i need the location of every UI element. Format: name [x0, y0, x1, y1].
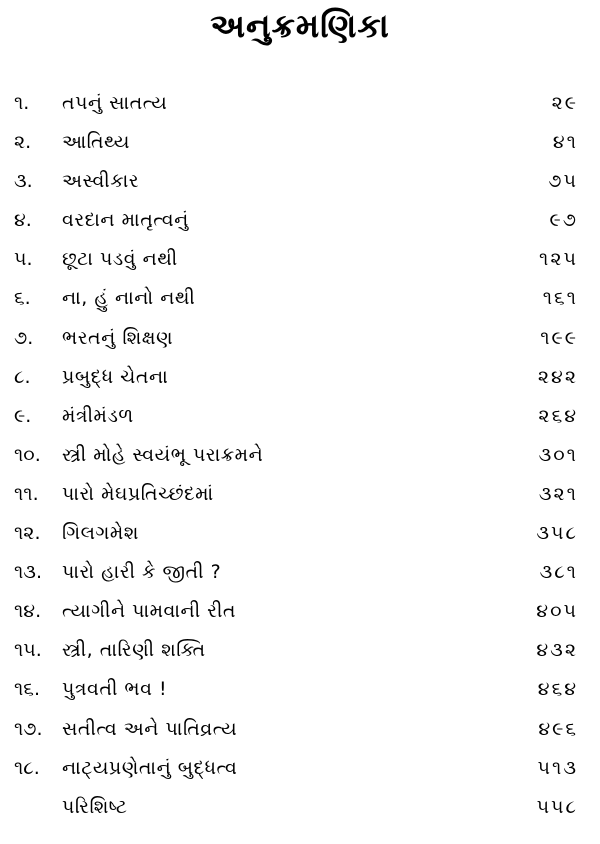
toc-entry [0, 749, 600, 788]
toc-entry-title: વરદાન માતૃત્વનું [62, 209, 189, 232]
toc-entry-number: ૧૩. [14, 561, 43, 584]
toc-entry-title: મંત્રીમંડળ [62, 404, 134, 427]
toc-entry-page: ૪૩૨ [536, 639, 578, 662]
toc-entry-page: ૭૫ [548, 170, 578, 193]
toc-entry [0, 514, 600, 553]
toc-entry [0, 553, 600, 592]
toc-entry-page: ૧૨૫ [539, 248, 578, 271]
toc-entry [0, 436, 600, 475]
toc-entry-title: સતીત્વ અને પાતિવ્રત્ય [62, 717, 238, 740]
toc-entry-title: પારો મેઘપ્રતિચ્છંદમાં [62, 482, 214, 505]
toc-entry [0, 201, 600, 240]
toc-entry [0, 710, 600, 749]
toc-entry [0, 788, 600, 827]
toc-entry-number: ૧. [14, 92, 30, 114]
toc-entry [0, 162, 600, 201]
toc-entry-number: ૧૫. [14, 639, 42, 662]
toc-entry-number: ૨. [14, 131, 32, 154]
toc-entry [0, 592, 600, 631]
toc-entry-number: ૧૮. [14, 756, 40, 779]
toc-entry-number: ૧૧. [14, 482, 39, 505]
toc-entry-page: ૩૫૮ [536, 522, 578, 545]
toc-entry-page: ૩૦૧ [538, 443, 578, 466]
toc-entry [0, 279, 600, 318]
toc-entry-title: સ્ત્રી મોહે સ્વયંભૂ પરાક્રમને [62, 443, 264, 466]
toc-entry-number: ૧૬. [14, 678, 40, 701]
toc-entry [0, 358, 600, 397]
toc-entry-page: ૨૬૪ [538, 404, 578, 427]
toc-entry-number: ૪. [14, 209, 32, 232]
toc-entry-title: આતિથ્ય [62, 131, 130, 154]
toc-entry-number: ૯. [14, 404, 32, 427]
toc-entry [0, 397, 600, 436]
toc-entry-title: છૂટા પડવું નથી [62, 248, 178, 271]
toc-entry-number: ૧૦. [14, 443, 41, 466]
toc-entry [0, 84, 600, 123]
toc-entry-title: ગિલગમેશ [62, 522, 139, 545]
toc-entry-page: ૩૮૧ [539, 561, 578, 584]
toc-entry-number: ૭. [14, 326, 34, 349]
toc-entry [0, 631, 600, 670]
toc-entry-page: ૫૧૩ [537, 756, 578, 779]
toc-entry-title: પુત્રવતી ભવ ! [62, 678, 168, 701]
toc-entry [0, 670, 600, 709]
toc-entry [0, 475, 600, 514]
toc-entry [0, 319, 600, 358]
toc-entry-page: ૨૪૨ [537, 365, 578, 388]
toc-entry-title: તપનું સાતત્ય [62, 92, 168, 114]
toc-entry [0, 123, 600, 162]
toc-entry-title: ત્યાગીને પામવાની રીત [62, 600, 237, 623]
toc-entry-number: ૧૨. [14, 522, 41, 545]
toc-entry-title: ભરતનું શિક્ષણ [62, 326, 174, 349]
toc-entry-page: ૨૯ [551, 92, 578, 114]
toc-entry-title: પારો હારી કે જીતી ? [62, 561, 222, 584]
page-title: અનુક્રમણિકા [210, 6, 390, 45]
toc-entry-title: પ્રબુદ્ધ ચેતના [62, 365, 169, 388]
toc-entry-title: નાટ્યપ્રણેતાનું બુદ્ધત્વ [62, 756, 238, 779]
toc-entry-title: અસ્વીકાર [62, 170, 140, 193]
toc-entry-number: ૧૭. [14, 717, 43, 740]
toc-entry-page: ૫૫૮ [536, 795, 578, 818]
toc-entry-number: ૩. [14, 170, 33, 193]
toc-entry-page: ૧૯૯ [540, 326, 578, 349]
toc-entry-number: ૬. [14, 287, 31, 310]
toc-entry-number: ૮. [14, 365, 31, 388]
toc-entry [0, 240, 600, 279]
toc-entry-title: ના, હું નાનો નથી [62, 287, 196, 310]
toc-entry-page: ૪૧ [552, 131, 578, 154]
toc-entry-page: ૯૭ [549, 209, 578, 232]
table-of-contents [0, 84, 600, 827]
toc-entry-page: ૪૬૪ [537, 678, 578, 701]
toc-entry-page: ૪૯૬ [538, 717, 578, 740]
toc-entry-title: પરિશિષ્ટ [62, 795, 128, 818]
toc-entry-page: ૧૬૧ [542, 287, 578, 310]
toc-entry-page: ૩૨૧ [538, 482, 578, 505]
toc-entry-page: ૪૦૫ [536, 600, 578, 623]
toc-entry-title: સ્ત્રી, તારિણી શક્તિ [62, 639, 206, 662]
toc-entry-number: ૫. [14, 248, 33, 271]
toc-entry-number: ૧૪. [14, 600, 42, 623]
